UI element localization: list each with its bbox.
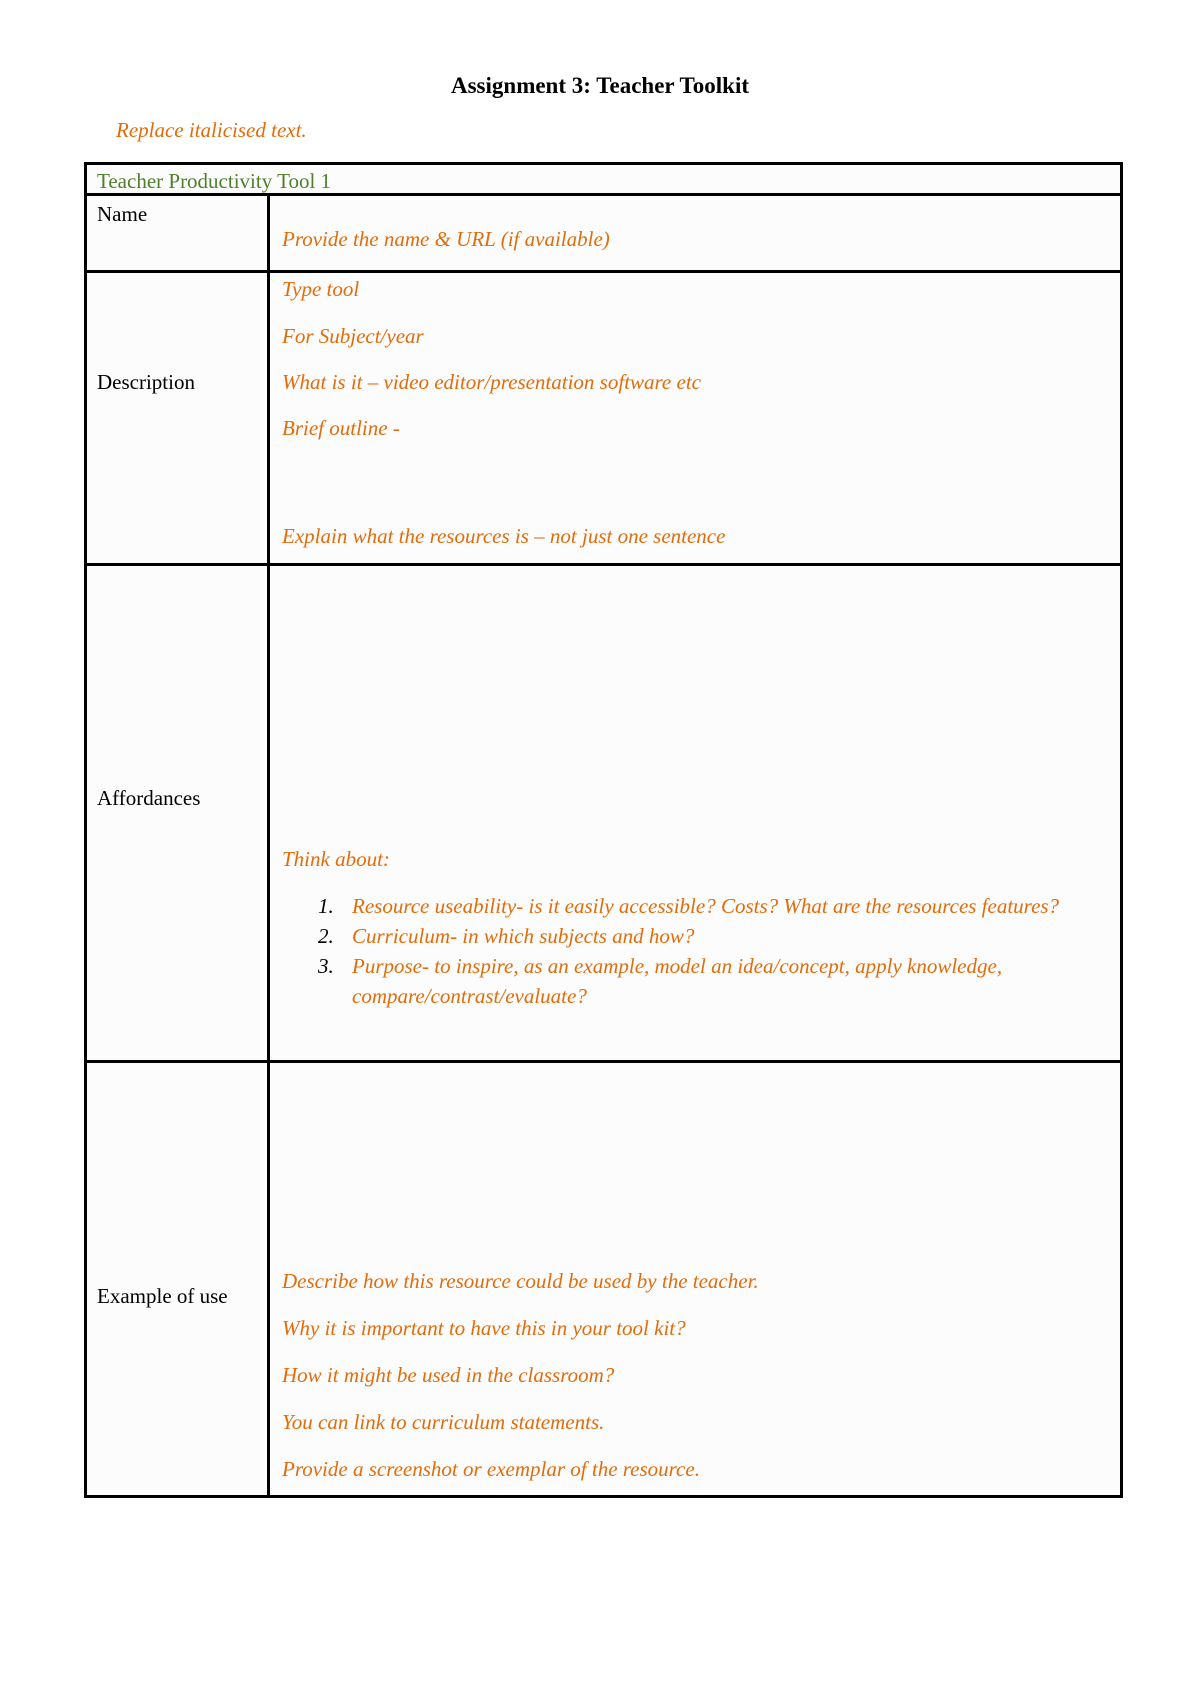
description-label-cell	[87, 273, 270, 563]
name-row	[87, 196, 1120, 273]
example-content-cell[interactable]	[270, 1063, 1120, 1495]
list-text: Purpose- to inspire, as an example, model an idea/concept, apply knowledge, compare/contrast/evaluate?	[352, 954, 1003, 1008]
example-line: Why it is important to have this in your tool kit?	[282, 1316, 686, 1340]
table-header: Teacher Productivity Tool 1	[87, 165, 1120, 196]
description-line: Type tool	[282, 277, 360, 301]
affordances-label-cell	[87, 566, 270, 1060]
example-line: Describe how this resource could be used by the teacher.	[282, 1269, 759, 1293]
description-line: For Subject/year	[282, 324, 424, 348]
affordances-intro: Think about:	[282, 847, 390, 871]
example-line: How it might be used in the classroom?	[282, 1363, 615, 1387]
list-text: Curriculum- in which subjects and how?	[352, 924, 695, 948]
example-line: Provide a screenshot or exemplar of the resource.	[282, 1457, 700, 1481]
affordances-content-cell[interactable]	[270, 566, 1120, 1060]
list-item	[318, 921, 1092, 951]
description-label: Description	[97, 370, 195, 394]
toolkit-table	[84, 162, 1123, 1498]
example-label-cell	[87, 1063, 270, 1495]
description-line: Brief outline -	[282, 416, 400, 440]
example-label: Example of use	[97, 1284, 228, 1308]
list-number: 2.	[318, 924, 334, 948]
example-row	[87, 1063, 1120, 1495]
list-text: Resource useability- is it easily accessible? Costs? What are the resources features?	[352, 894, 1060, 918]
list-number: 1.	[318, 894, 334, 918]
name-label: Name	[97, 202, 148, 226]
instruction-text: Replace italicised text.	[116, 118, 307, 142]
description-content-cell[interactable]	[270, 273, 1120, 563]
description-row	[87, 273, 1120, 566]
affordances-label: Affordances	[97, 786, 201, 810]
affordances-list	[318, 891, 1092, 1011]
name-label-cell	[87, 196, 270, 270]
description-line: What is it – video editor/presentation software etc	[282, 370, 701, 394]
description-line: Explain what the resources is – not just one sentence	[282, 524, 726, 548]
page-title: Assignment 3: Teacher Toolkit	[451, 73, 749, 98]
name-content-cell[interactable]	[270, 196, 1120, 270]
name-placeholder-text: Provide the name & URL (if available)	[282, 227, 610, 251]
list-item	[318, 951, 1092, 1011]
affordances-row	[87, 566, 1120, 1063]
list-number: 3.	[318, 954, 334, 978]
list-item	[318, 891, 1092, 921]
example-line: You can link to curriculum statements.	[282, 1410, 605, 1434]
